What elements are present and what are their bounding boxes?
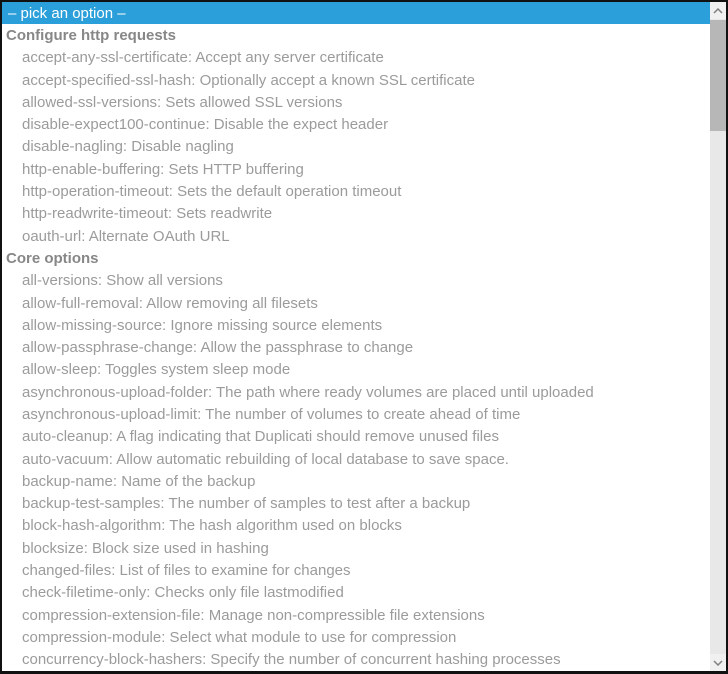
select-option[interactable]: http-enable-buffering: Sets HTTP buffering [22, 160, 304, 178]
select-option[interactable]: disable-expect100-continue: Disable the expect header [22, 116, 389, 134]
option-group-label: Configure http requests [6, 26, 177, 44]
select-option[interactable]: allow-passphrase-change: Allow the passphrase to change [22, 339, 414, 357]
scroll-down-button[interactable] [710, 654, 726, 671]
select-option[interactable]: auto-vacuum: Allow automatic rebuilding of local database to save space. [22, 450, 509, 468]
select-option[interactable]: oauth-url: Alternate OAuth URL [22, 227, 230, 245]
vertical-scrollbar[interactable] [710, 2, 726, 671]
chevron-up-icon [713, 8, 723, 14]
select-option[interactable]: concurrency-block-hashers: Specify the number of concurrent hashing processes [22, 651, 561, 669]
select-option[interactable]: allow-missing-source: Ignore missing source elements [22, 316, 383, 334]
select-option[interactable]: compression-module: Select what module to use for compression [22, 628, 457, 646]
scrollbar-thumb[interactable] [710, 20, 726, 131]
select-option[interactable]: all-versions: Show all versions [22, 272, 223, 290]
select-option[interactable]: check-filetime-only: Checks only file lastmodified [22, 584, 344, 602]
select-option[interactable]: asynchronous-upload-folder: The path where ready volumes are placed until uploaded [22, 383, 594, 401]
scroll-up-button[interactable] [710, 2, 726, 19]
select-option[interactable]: accept-specified-ssl-hash: Optionally accept a known SSL certificate [22, 71, 475, 89]
chevron-down-icon [713, 660, 723, 666]
select-option[interactable]: allow-sleep: Toggles system sleep mode [22, 361, 291, 379]
select-option[interactable]: compression-extension-file: Manage non-compressible file extensions [22, 606, 485, 624]
select-option[interactable]: accept-any-ssl-certificate: Accept any server certificate [22, 49, 384, 67]
select-option[interactable]: auto-cleanup: A flag indicating that Duplicati should remove unused files [22, 428, 499, 446]
select-option[interactable]: http-readwrite-timeout: Sets readwrite [22, 205, 273, 223]
select-option[interactable]: allow-full-removal: Allow removing all filesets [22, 294, 318, 312]
select-option[interactable]: changed-files: List of files to examine for changes [22, 562, 351, 580]
select-option[interactable]: disable-nagling: Disable nagling [22, 138, 234, 156]
select-option[interactable]: backup-test-samples: The number of samples to test after a backup [22, 495, 471, 513]
select-option[interactable]: http-operation-timeout: Sets the default operation timeout [22, 183, 402, 201]
select-option[interactable]: backup-name: Name of the backup [22, 472, 256, 490]
selected-placeholder-option[interactable]: – pick an option – [2, 2, 710, 24]
select-option[interactable]: allowed-ssl-versions: Sets allowed SSL versions [22, 93, 343, 111]
options-list [2, 2, 710, 671]
select-option[interactable]: blocksize: Block size used in hashing [22, 539, 269, 557]
select-option[interactable]: asynchronous-upload-limit: The number of volumes to create ahead of time [22, 405, 521, 423]
option-group-label: Core options [6, 249, 99, 267]
select-option[interactable]: block-hash-algorithm: The hash algorithm used on blocks [22, 517, 402, 535]
